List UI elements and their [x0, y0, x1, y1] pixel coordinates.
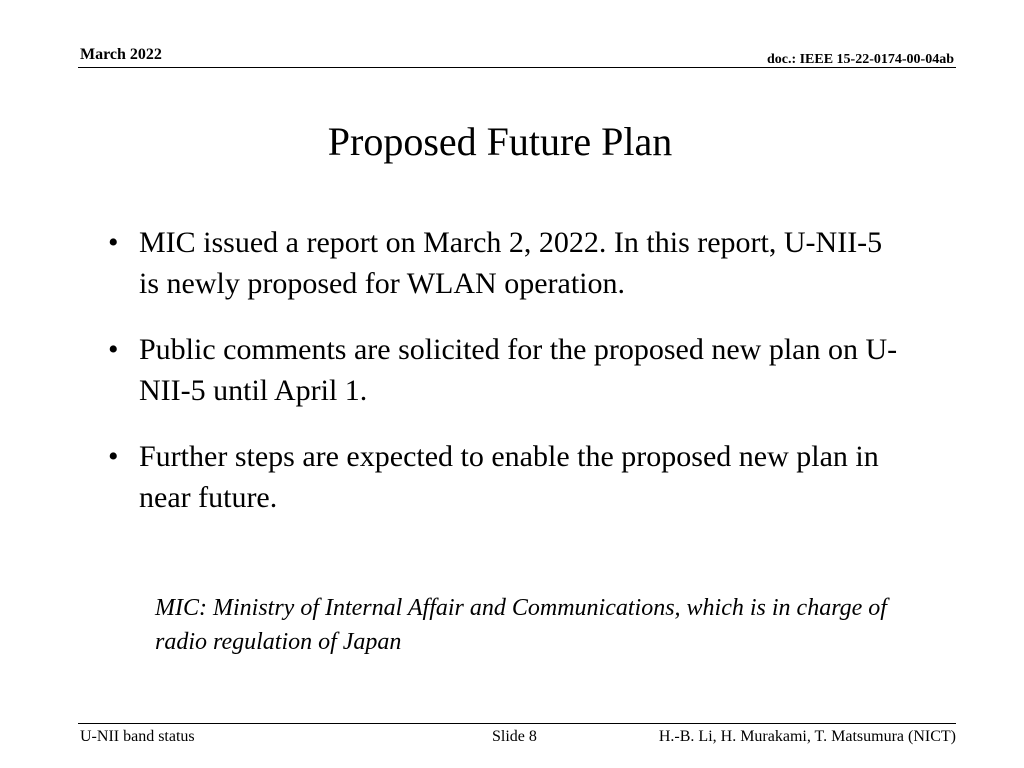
bullet-text: MIC issued a report on March 2, 2022. In this report, U-NII-5 is newly proposed for WLAN operation.	[139, 226, 883, 300]
bullet-dot-icon: •	[108, 440, 119, 473]
header-divider	[78, 67, 956, 68]
bullet-text: Public comments are solicited for the proposed new plan on U-NII-5 until April 1.	[139, 333, 898, 407]
bullet-dot-icon: •	[108, 226, 119, 259]
footer-slide-number: Slide 8	[492, 728, 537, 745]
footer-divider	[78, 723, 956, 724]
header-doc-id: doc.: IEEE 15-22-0174-00-04ab	[766, 52, 954, 67]
bullet-item	[108, 436, 908, 518]
footer-authors: H.-B. Li, H. Murakami, T. Matsumura (NICT)	[658, 728, 956, 745]
bullet-item	[108, 222, 908, 304]
header-date: March 2022	[80, 46, 162, 63]
slide-title: Proposed Future Plan	[327, 119, 673, 164]
footer-topic: U-NII band status	[80, 728, 195, 745]
footnote-definition: MIC: Ministry of Internal Affair and Communications, which is in charge of radio regulation of Japan	[155, 595, 887, 655]
bullet-dot-icon: •	[108, 333, 119, 366]
bullet-item	[108, 329, 908, 411]
bullet-list	[108, 222, 908, 543]
bullet-text: Further steps are expected to enable the proposed new plan in near future.	[139, 440, 879, 514]
